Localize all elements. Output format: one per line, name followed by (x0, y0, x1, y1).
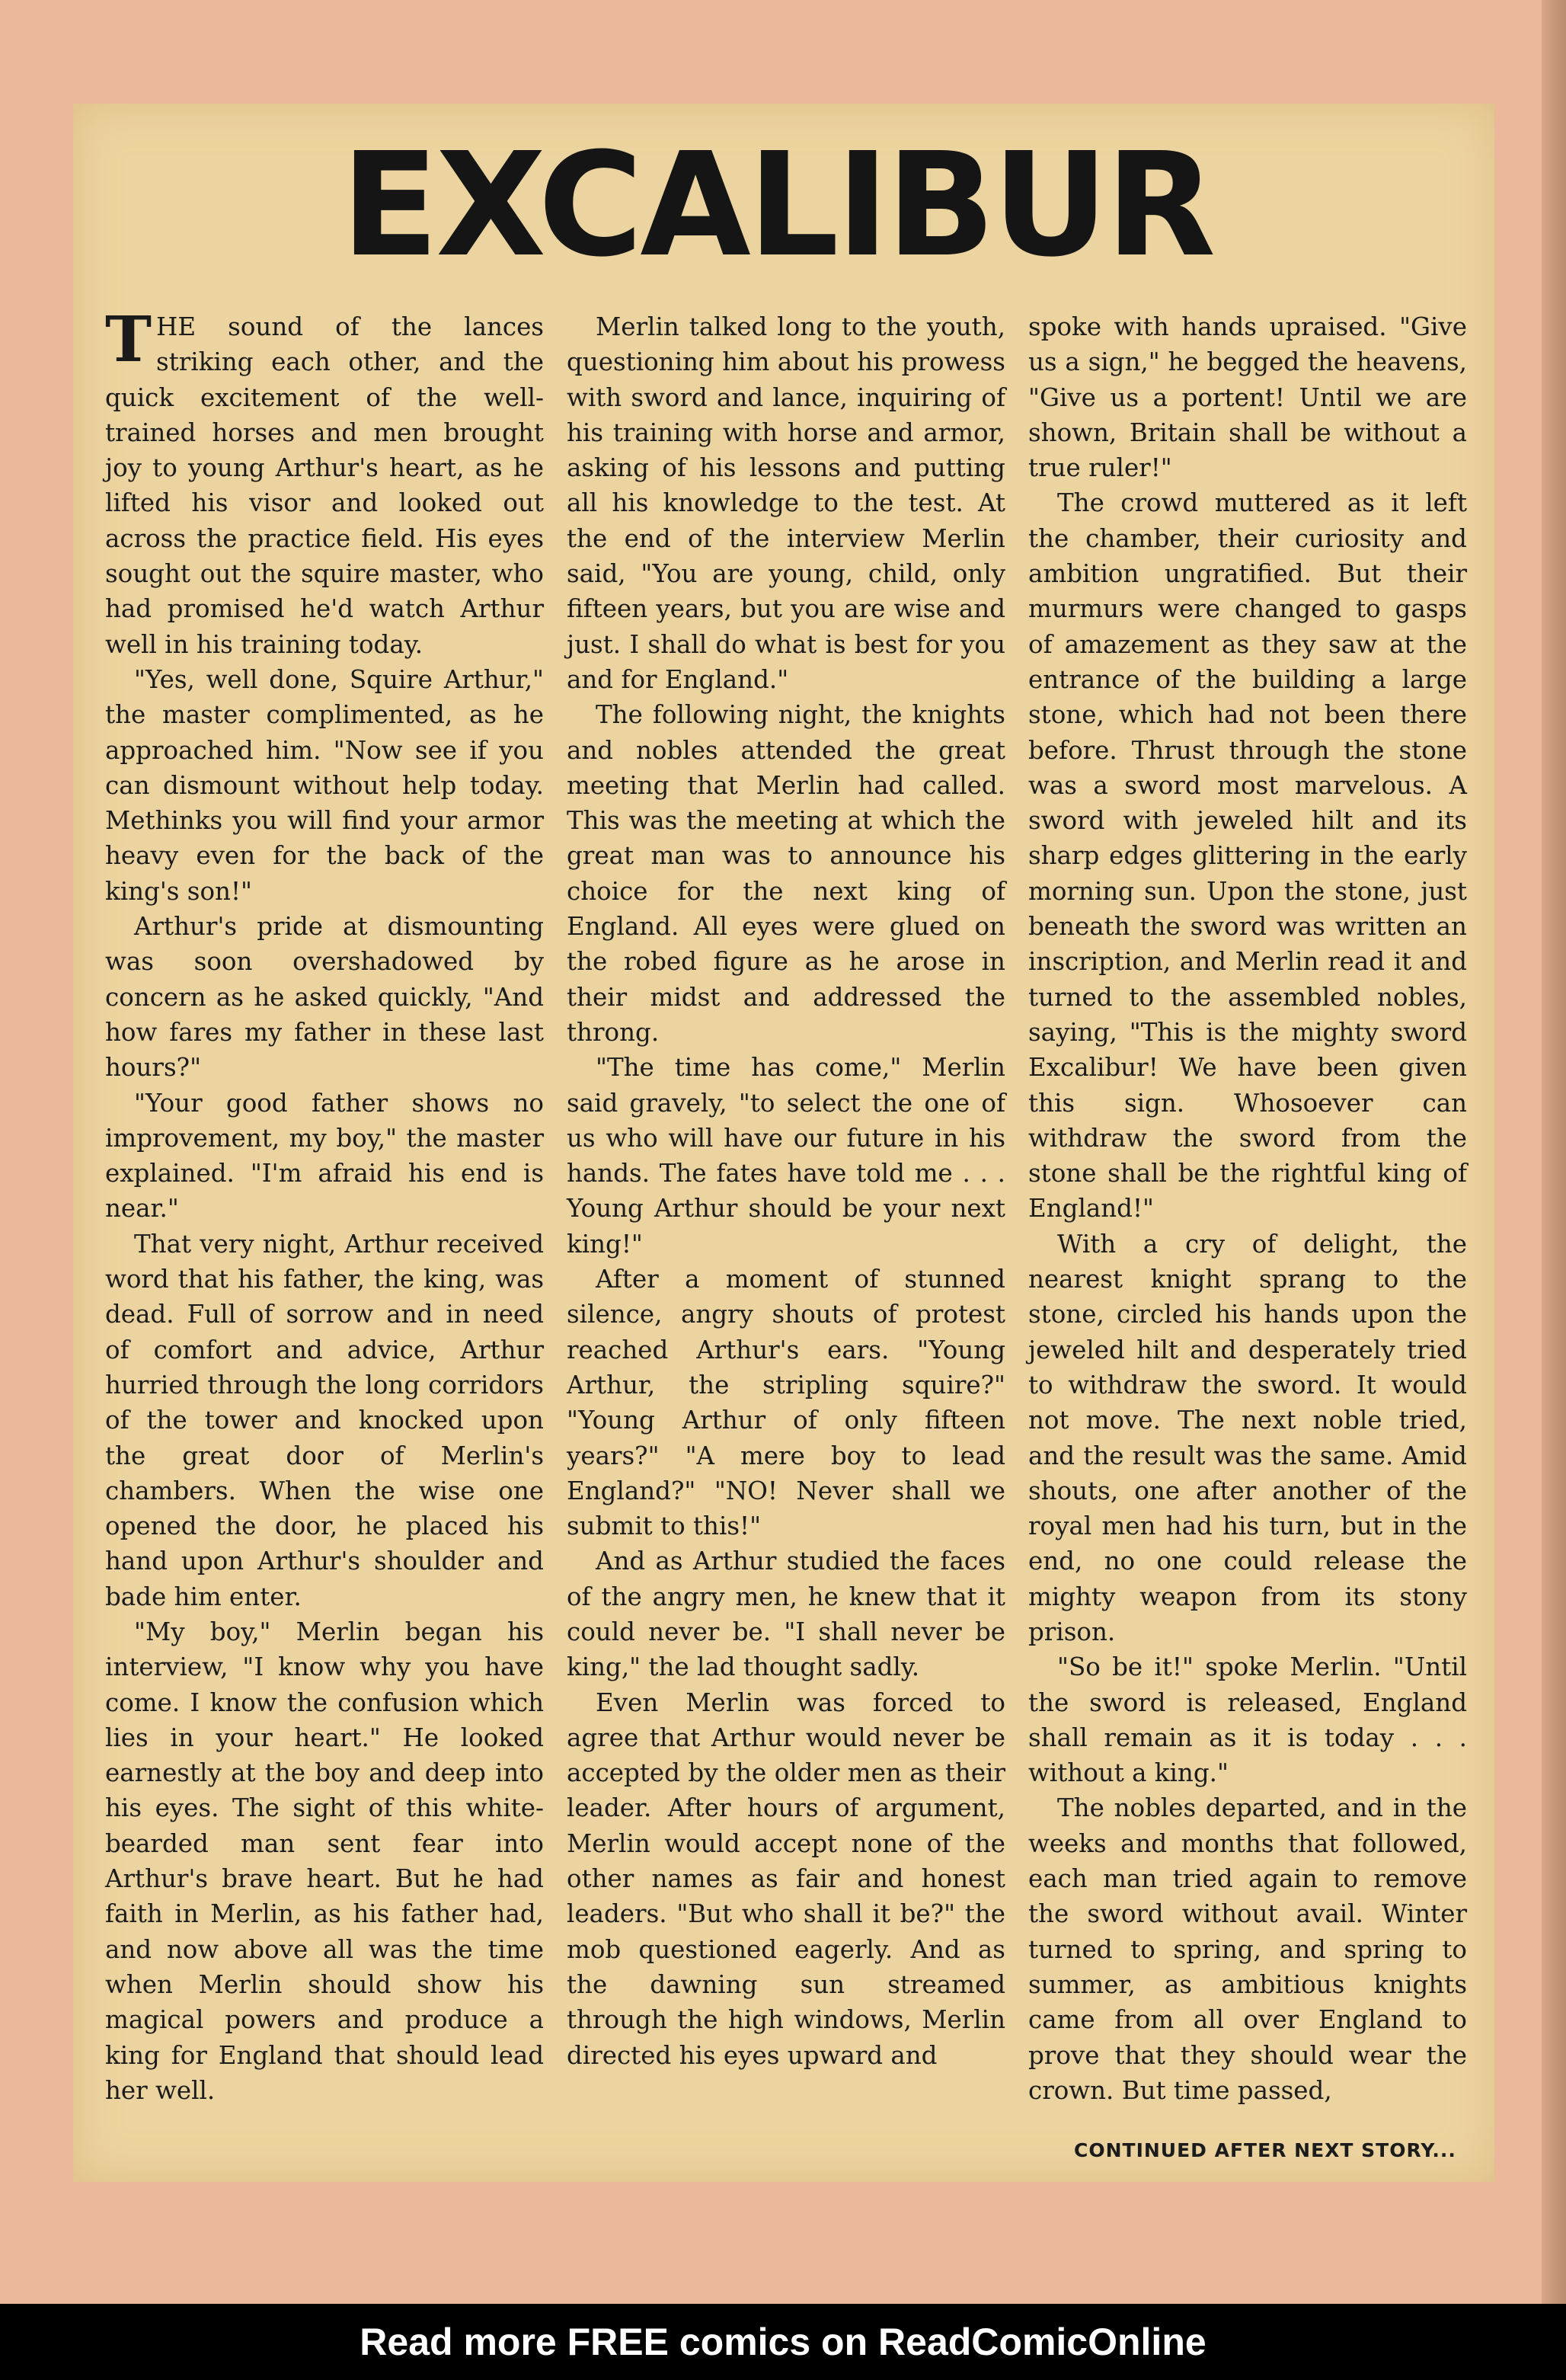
story-title: EXCALIBUR (340, 122, 1213, 289)
paragraph: "My boy," Merlin began his interview, "I know why you have come. I know the confusion which lies in your heart." He looked earnestly at the boy and deep into his eyes. The sight of this white-bearded man sent fear into Arthur's brave heart. But he had faith in Merlin, as his father had, and now above all was the time when Merlin should show his magical powers and produce a king for England that should lead her well. (105, 1617, 544, 2105)
text-column-2 (567, 309, 1005, 2073)
paragraph: "Yes, well done, Squire Arthur," the master complimented, as he approached him. "Now see if you can dismount without help today. Methinks you will find your armor heavy even for the back of the king's son!" (105, 664, 544, 906)
opening-paragraph: THE sound of the lances striking each other, and the quick excitement of the well-trained horses and men brought joy to young Arthur's heart, as he lifted his visor and looked out across the practice field. His eyes sought out the squire master, who had promised he'd watch Arthur well in his training today. (105, 303, 544, 659)
paragraph: Even Merlin was forced to agree that Arthur would never be accepted by the older men as their leader. After hours of argument, Merlin would accept none of the other names as fair and honest leaders. "But who shall it be?" the mob questioned eagerly. And as the dawning sun streamed through the high windows, Merlin directed his eyes upward and (567, 1687, 1005, 2070)
paragraph: Merlin talked long to the youth, questioning him about his prowess with sword and lance, inquiring of his training with horse and armor, asking of his lessons and putting all his knowledge to the test. At the end of the interview Merlin said, "You are young, child, only fifteen years, but you are wise and just. I shall do what is best for you and for England." (567, 312, 1005, 694)
continued-note: CONTINUED AFTER NEXT STORY... (1074, 2139, 1456, 2161)
paragraph: "The time has come," Merlin said gravely, "to select the one of us who will have our future in his hands. The fates have told me . . . Young Arthur should be your next king!" (567, 1053, 1005, 1259)
text-column-3 (1028, 309, 1467, 2108)
drop-cap: T (105, 303, 152, 376)
paragraph: The crowd muttered as it left the chamber, their curiosity and ambition ungratified. But their murmurs were changed to gasps of amazement as they saw at the entrance of the building a large stone, which had not been there before. Thrust through the stone was a sword most marvelous. A sword with jeweled hilt and its sharp edges glittering in the early morning sun. Upon the stone, just beneath the sword was written an inscription, and Merlin read it and turned to the assembled nobles, saying, "This is the mighty sword Excalibur! We have been given this sign. Whosoever can withdraw the sword from the stone shall be the rightful king of England!" (1028, 488, 1467, 1224)
paragraph: After a moment of stunned silence, angry shouts of protest reached Arthur's ears. "Young Arthur, the stripling squire?" "Young Arthur of only fifteen years?" "A mere boy to lead England?" "NO! Never shall we submit to this!" (567, 1265, 1005, 1541)
paragraph: "Your good father shows no improvement, my boy," the master explained. "I'm afraid his end is near." (105, 1088, 544, 1224)
paragraph: The nobles departed, and in the weeks and months that followed, each man tried again to remove the sword without avail. Winter turned to spring, and spring to summer, as ambitious knights came from all over England to prove that they should wear the crown. But time passed, (1028, 1793, 1467, 2105)
footer-banner[interactable]: Read more FREE comics on ReadComicOnline (0, 2304, 1566, 2380)
text-column-1 (105, 303, 544, 2108)
paragraph: Arthur's pride at dismounting was soon overshadowed by concern as he asked quickly, "And how fares my father in these last hours?" (105, 912, 544, 1083)
paragraph: That very night, Arthur received word that his father, the king, was dead. Full of sorrow and in need of comfort and advice, Arthur hurried through the long corridors of the tower and knocked upon the great door of Merlin's chambers. When the wise one opened the door, he placed his hand upon Arthur's shoulder and bade him enter. (105, 1229, 544, 1611)
paragraph: And as Arthur studied the faces of the angry men, he knew that it could never be. "I shall never be king," the lad thought sadly. (567, 1547, 1005, 1682)
paragraph: The following night, the knights and nobles attended the great meeting that Merlin had called. This was the meeting at which the great man was to announce his choice for the next king of England. All eyes were glued on the robed figure as he arose in their midst and addressed the throng. (567, 700, 1005, 1047)
paragraph: With a cry of delight, the nearest knight sprang to the stone, circled his hands upon the jeweled hilt and desperately tried to withdraw the sword. It would not move. The next noble tried, and the result was the same. Amid shouts, one after another of the royal men had his turn, but in the end, no one could release the mighty weapon from its stony prison. (1028, 1229, 1467, 1646)
paragraph: spoke with hands upraised. "Give us a sign," he begged the heavens, "Give us a portent! Until we are shown, Britain shall be without a true ruler!" (1028, 312, 1467, 483)
page-spine (1542, 0, 1566, 2304)
paragraph: "So be it!" spoke Merlin. "Until the sword is released, England shall remain as it is today . . . without a king." (1028, 1652, 1467, 1788)
